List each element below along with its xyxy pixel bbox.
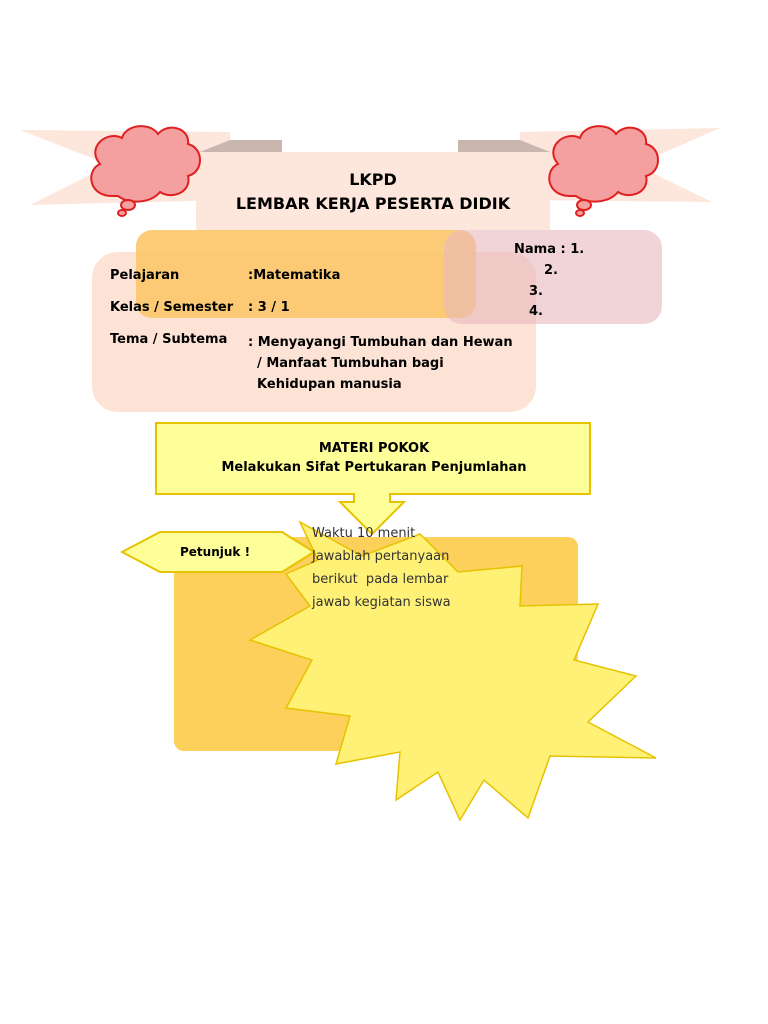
title-full: LEMBAR KERJA PESERTA DIDIK <box>235 194 511 213</box>
tema-line-3: Kehidupan manusia <box>248 377 402 392</box>
nama-item-2: 2. <box>544 263 558 278</box>
instruction-line-1: Waktu 10 menit <box>312 526 416 541</box>
materi-block <box>158 440 590 478</box>
tema-value <box>248 332 513 395</box>
tema-line-2: / Manfaat Tumbuhan bagi <box>248 356 444 371</box>
instruction-line-2: Jawablah pertanyaan <box>312 549 450 564</box>
instructions <box>312 522 492 614</box>
instruction-line-4: jawab kegiatan siswa <box>312 595 451 610</box>
materi-title: MATERI POKOK <box>318 441 430 456</box>
kelas-value: : 3 / 1 <box>248 300 290 315</box>
materi-subtitle: Melakukan Sifat Pertukaran Penjumlahan <box>221 460 527 475</box>
tema-line-1: : Menyayangi Tumbuhan dan Hewan <box>248 335 513 350</box>
pelajaran-value: :Matematika <box>248 268 341 283</box>
nama-item-3: 3. <box>529 284 543 299</box>
instruction-line-3: berikut pada lembar <box>312 572 449 587</box>
cloud-right <box>549 126 658 216</box>
nama-label: Nama : 1. <box>514 242 585 257</box>
title-block <box>196 168 550 216</box>
pelajaran-label: Pelajaran <box>110 268 180 283</box>
kelas-label: Kelas / Semester <box>110 300 234 315</box>
title-lkpd: LKPD <box>349 170 397 189</box>
nama-item-4: 4. <box>529 304 543 319</box>
petunjuk-label: Petunjuk ! <box>180 545 251 559</box>
tema-label: Tema / Subtema <box>110 332 228 347</box>
